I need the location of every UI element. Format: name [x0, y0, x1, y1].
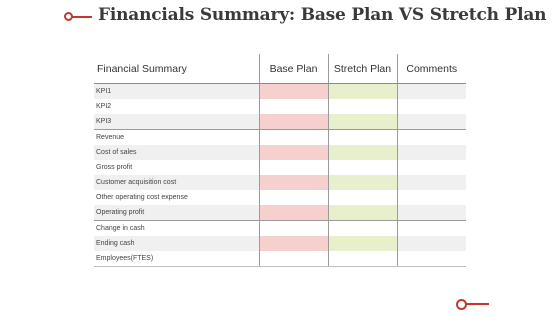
base-plan-cell[interactable] — [259, 99, 328, 114]
row-label: Change in cash — [94, 221, 259, 237]
comments-cell[interactable] — [397, 99, 466, 114]
base-plan-cell[interactable] — [259, 190, 328, 205]
table-row — [94, 221, 466, 237]
stretch-plan-cell[interactable] — [328, 160, 397, 175]
stretch-plan-cell[interactable] — [328, 190, 397, 205]
comments-cell[interactable] — [397, 236, 466, 251]
header-base-plan: Base Plan — [259, 54, 328, 84]
comments-cell[interactable] — [397, 160, 466, 175]
stretch-plan-cell[interactable] — [328, 221, 397, 237]
row-label: Employees(FTES) — [94, 251, 259, 267]
base-plan-cell[interactable] — [259, 236, 328, 251]
base-plan-cell[interactable] — [259, 175, 328, 190]
stretch-plan-cell[interactable] — [328, 205, 397, 221]
stretch-plan-cell[interactable] — [328, 145, 397, 160]
row-label: Gross profit — [96, 164, 133, 171]
base-plan-cell[interactable] — [259, 145, 328, 160]
base-plan-cell[interactable] — [259, 251, 328, 267]
table-row — [94, 160, 466, 175]
table-row — [94, 145, 466, 160]
stretch-plan-cell[interactable] — [328, 251, 397, 267]
comments-cell[interactable] — [397, 221, 466, 237]
financial-summary-table — [94, 54, 466, 267]
row-label: Revenue — [94, 130, 259, 146]
financial-summary-table-container — [94, 54, 466, 267]
base-plan-cell[interactable] — [259, 84, 328, 100]
table-body — [94, 84, 466, 267]
stretch-plan-cell[interactable] — [328, 84, 397, 100]
comments-cell[interactable] — [397, 190, 466, 205]
base-plan-cell[interactable] — [259, 114, 328, 130]
table-row — [94, 99, 466, 114]
comments-cell[interactable] — [397, 114, 466, 130]
title-accent-circle-icon — [64, 12, 73, 21]
row-label: Operating profit — [94, 205, 259, 221]
table-row — [94, 190, 466, 205]
base-plan-cell[interactable] — [259, 160, 328, 175]
table-row — [94, 114, 466, 130]
footer-accent-line — [466, 303, 489, 305]
row-label: KPI3 — [94, 114, 259, 130]
base-plan-cell[interactable] — [259, 130, 328, 146]
table-row — [94, 130, 466, 146]
comments-cell[interactable] — [397, 251, 466, 267]
stretch-plan-cell[interactable] — [328, 175, 397, 190]
comments-cell[interactable] — [397, 205, 466, 221]
row-label: Other operating cost expense — [96, 194, 188, 201]
comments-cell[interactable] — [397, 175, 466, 190]
header-financial-summary: Financial Summary — [94, 54, 259, 84]
table-header-row — [94, 54, 466, 84]
page-title: Financials Summary: Base Plan VS Stretch Plan — [98, 5, 547, 25]
stretch-plan-cell[interactable] — [328, 236, 397, 251]
row-label: KPI1 — [94, 84, 259, 100]
table-row — [94, 236, 466, 251]
table-row — [94, 251, 466, 267]
table-row — [94, 205, 466, 221]
table-row — [94, 175, 466, 190]
stretch-plan-cell[interactable] — [328, 114, 397, 130]
table-row — [94, 84, 466, 100]
row-label: KPI2 — [96, 103, 112, 110]
stretch-plan-cell[interactable] — [328, 99, 397, 114]
header-stretch-plan: Stretch Plan — [328, 54, 397, 84]
title-accent-line — [72, 16, 92, 18]
comments-cell[interactable] — [397, 145, 466, 160]
base-plan-cell[interactable] — [259, 221, 328, 237]
comments-cell[interactable] — [397, 84, 466, 100]
row-label: Ending cash — [94, 236, 259, 251]
comments-cell[interactable] — [397, 130, 466, 146]
row-label: Customer acquisition cost — [94, 175, 259, 190]
row-label: Cost of sales — [94, 145, 259, 160]
base-plan-cell[interactable] — [259, 205, 328, 221]
header-comments: Comments — [397, 54, 466, 84]
stretch-plan-cell[interactable] — [328, 130, 397, 146]
